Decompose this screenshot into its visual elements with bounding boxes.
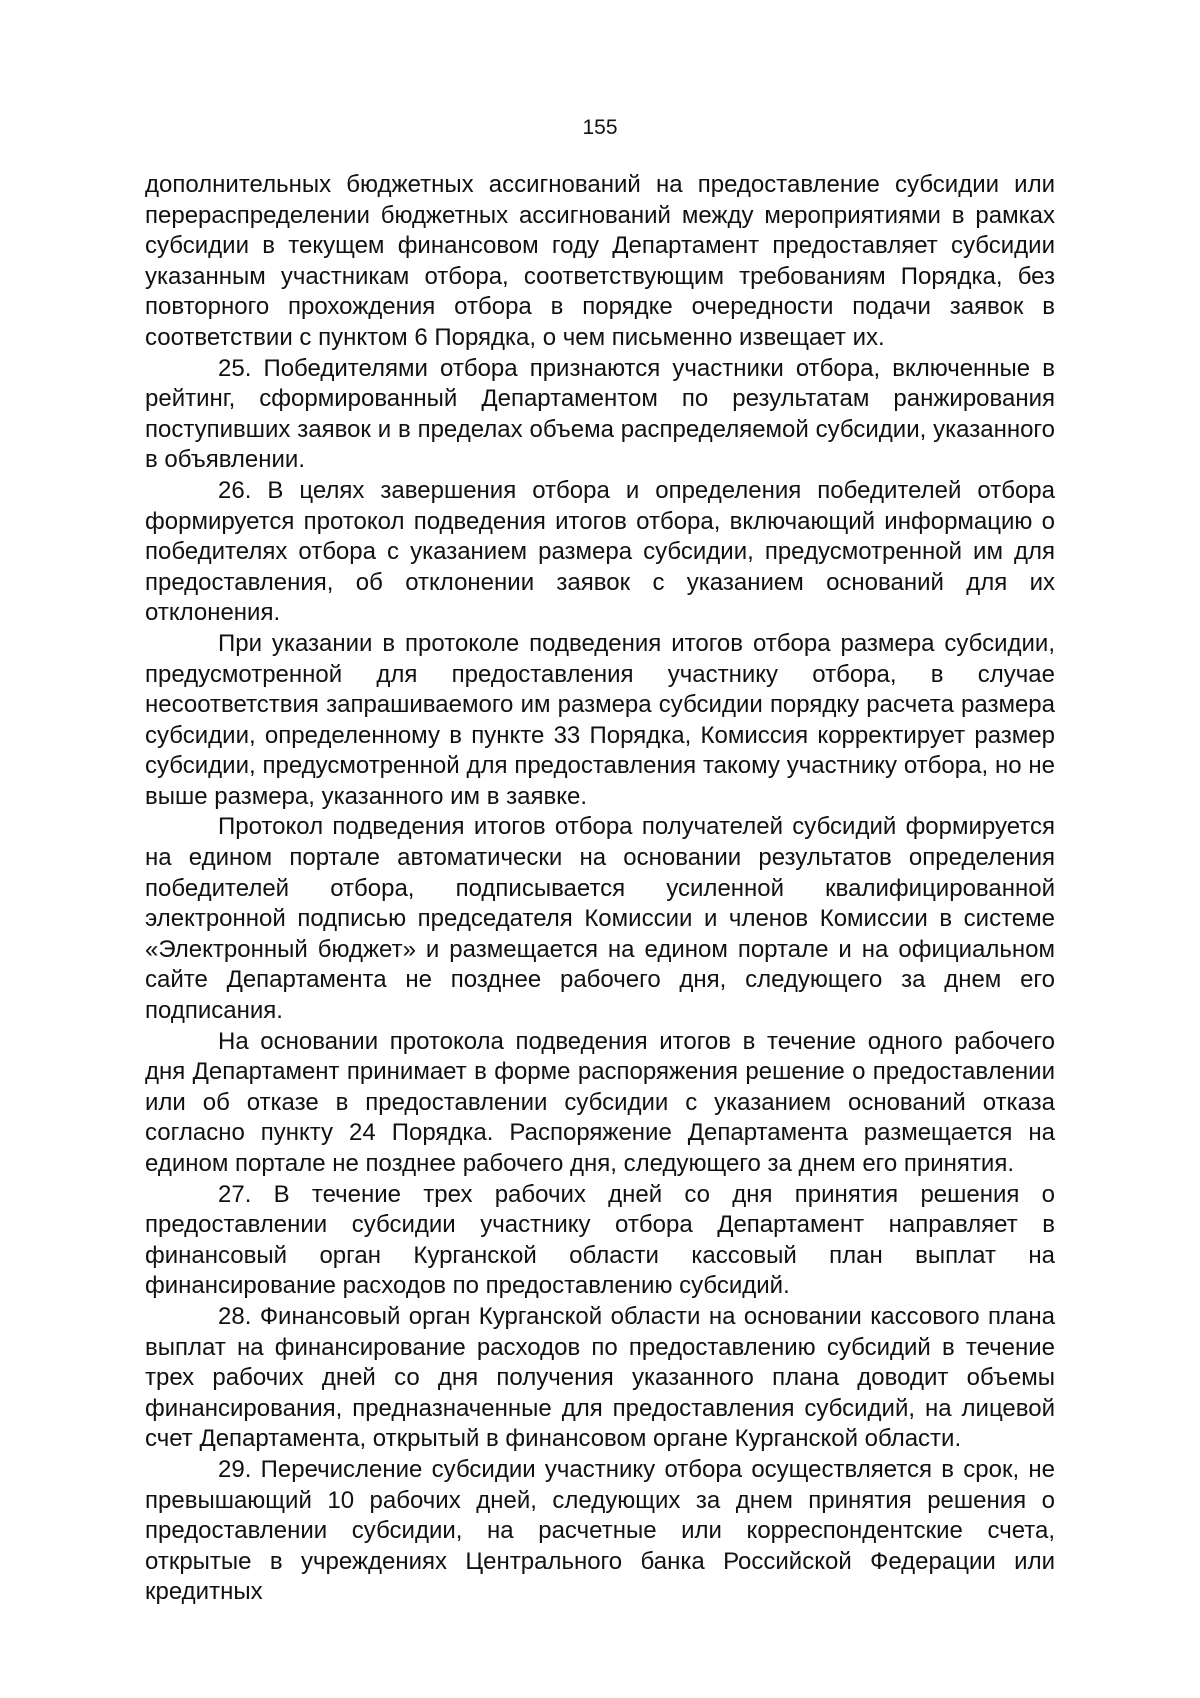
document-body <box>145 170 1055 1608</box>
paragraph-subsidy-size-correction: При указании в протоколе подведения итогов отбора размера субсидии, предусмотренной для предоставления участнику отбора, в случае несоответствия запрашиваемого им размера субсидии порядку расчета размера субсидии, определенному в пункте 33 Порядка, Комиссия корректирует размер субсидии, предусмотренной для предоставления такому участнику отбора, но не выше размера, указанного им в заявке. <box>145 629 1055 810</box>
paragraph-clause-25: 25. Победителями отбора признаются участники отбора, включенные в рейтинг, сформированный Департаментом по результатам ранжирования поступивших заявок и в пределах объема распределяемой субсидии, указанного в объявлении. <box>145 354 1055 474</box>
paragraph-clause-26: 26. В целях завершения отбора и определения победителей отбора формируется протокол подведения итогов отбора, включающий информацию о победителях отбора с указанием размера субсидии, предусмотренной им для предоставления, об отклонении заявок с указанием оснований для их отклонения. <box>145 476 1055 627</box>
paragraph-protocol-signing: Протокол подведения итогов отбора получателей субсидий формируется на едином портале автоматически на основании результатов определения победителей отбора, подписывается усиленной квалифицированной электронной подписью председателя Комиссии и членов Комиссии в системе «Электронный бюджет» и размещается на едином портале и на официальном сайте Департамента не позднее рабочего дня, следующего за днем его подписания. <box>145 813 1055 1025</box>
paragraph-clause-27: 27. В течение трех рабочих дней со дня принятия решения о предоставлении субсидии участнику отбора Департамент направляет в финансовый орган Курганской области кассовый план выплат на финансирование расходов по предоставлению субсидий. <box>145 1180 1055 1300</box>
paragraph-clause-28: 28. Финансовый орган Курганской области на основании кассового плана выплат на финансирование расходов по предоставлению субсидий в течение трех рабочих дней со дня получения указанного плана доводит объемы финансирования, предназначенные для предоставления субсидий, на лицевой счет Департамента, открытый в финансовом органе Курганской области. <box>145 1302 1055 1453</box>
paragraph-clause-29: 29. Перечисление субсидии участнику отбора осуществляется в срок, не превышающий 10 рабочих дней, следующих за днем принятия решения о предоставлении субсидии, на расчетные или корреспондентские счета, открытые в учреждениях Центрального банка Российской Федерации или кредитных <box>145 1455 1055 1606</box>
page-number: 155 <box>582 116 618 139</box>
paragraph-decision-order: На основании протокола подведения итогов в течение одного рабочего дня Департамент принимает в форме распоряжения решение о предоставлении или об отказе в предоставлении субсидии с указанием оснований отказа согласно пункту 24 Порядка. Распоряжение Департамента размещается на едином портале не позднее рабочего дня, следующего за днем его принятия. <box>145 1027 1055 1177</box>
paragraph-continuation: дополнительных бюджетных ассигнований на предоставление субсидии или перераспределении бюджетных ассигнований между мероприятиями в рамках субсидии в текущем финансовом году Департамент предоставляет субсидии указанным участникам отбора, соответствующим требованиям Порядка, без повторного прохождения отбора в порядке очередности подачи заявок в соответствии с пунктом 6 Порядка, о чем письменно извещает их. <box>145 171 1055 351</box>
